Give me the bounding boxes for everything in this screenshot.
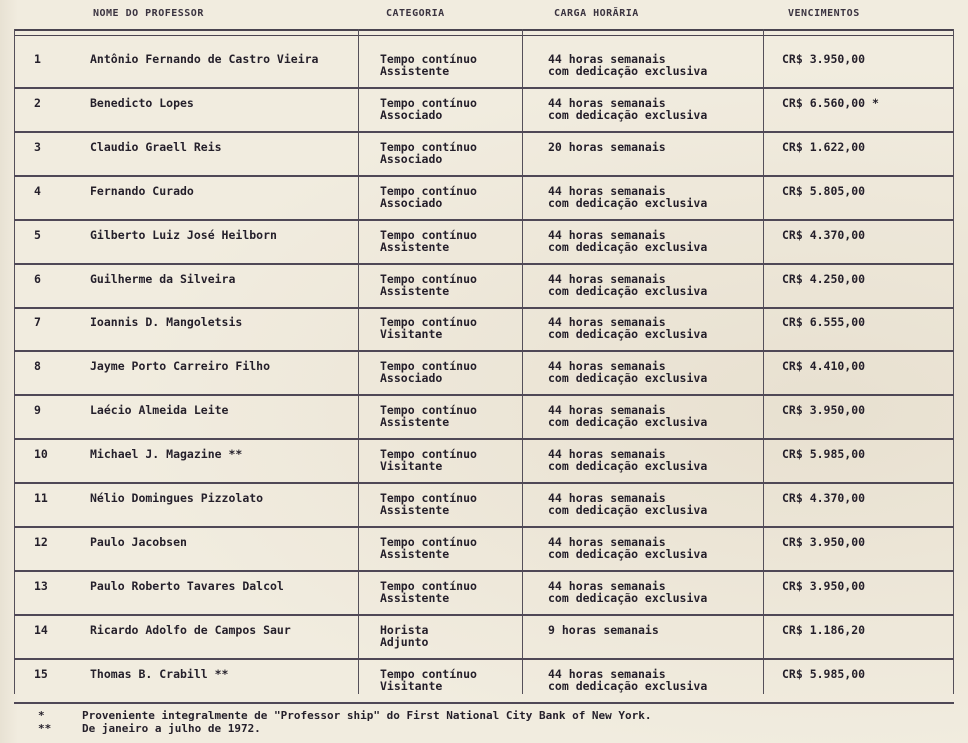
category-line-2: Visitante xyxy=(380,327,443,342)
workload-cell xyxy=(548,580,707,604)
professor-name: Claudio Graell Reis xyxy=(90,139,222,154)
category-line-1: Tempo contínuo xyxy=(380,52,477,66)
category-line-1: Tempo contínuo xyxy=(380,139,477,154)
salary-cell: CR$ 3.950,00 xyxy=(782,52,866,66)
workload-line-1: 44 horas semanais xyxy=(548,183,666,198)
category-line-2: Assistente xyxy=(380,503,450,517)
row-number: 7 xyxy=(34,315,41,330)
professor-name: Paulo Jacobsen xyxy=(90,534,187,549)
table-row xyxy=(14,440,954,484)
table-row xyxy=(14,89,954,133)
table-row xyxy=(14,45,954,89)
category-cell xyxy=(380,229,477,253)
category-cell xyxy=(380,141,477,165)
professor-name: Fernando Curado xyxy=(90,183,194,198)
header-rule-top xyxy=(14,29,954,31)
table-row xyxy=(14,133,954,177)
workload-line-2: com dedicação exclusiva xyxy=(548,283,708,298)
salary-cell: CR$ 5.985,00 xyxy=(782,666,866,681)
category-line-1: Tempo contínuo xyxy=(380,183,477,198)
category-line-2: Assistente xyxy=(380,239,450,254)
professor-name: Guilherme da Silveira xyxy=(90,271,236,286)
salary-cell: CR$ 4.250,00 xyxy=(782,271,866,286)
salary-cell: CR$ 5.985,00 xyxy=(782,447,866,462)
professor-name: Thomas B. Crabill ** xyxy=(90,666,229,681)
workload-line-1: 44 horas semanais xyxy=(548,491,666,505)
workload-cell xyxy=(548,404,707,428)
salary-cell: CR$ 4.370,00 xyxy=(782,491,866,505)
workload-cell xyxy=(548,273,707,297)
category-cell xyxy=(380,185,477,209)
professor-name: Laécio Almeida Leite xyxy=(90,403,229,418)
workload-line-2: com dedicação exclusiva xyxy=(548,195,708,210)
professor-name: Nélio Domingues Pizzolato xyxy=(90,491,264,505)
category-line-1: Tempo contínuo xyxy=(380,315,477,330)
category-line-2: Assistente xyxy=(380,415,450,430)
category-cell xyxy=(380,404,477,428)
row-divider xyxy=(14,702,954,704)
row-number: 11 xyxy=(34,491,48,505)
category-cell xyxy=(380,360,477,384)
table-row xyxy=(14,221,954,265)
category-line-2: Assistente xyxy=(380,546,450,561)
workload-cell xyxy=(548,448,707,472)
workload-line-2: com dedicação exclusiva xyxy=(548,327,708,342)
category-cell xyxy=(380,273,477,297)
professor-name: Paulo Roberto Tavares Dalcol xyxy=(90,578,284,593)
category-line-1: Tempo contínuo xyxy=(380,447,477,462)
workload-line-1: 44 horas semanais xyxy=(548,578,666,593)
category-cell xyxy=(380,624,428,648)
workload-line-2: com dedicação exclusiva xyxy=(548,590,708,605)
category-line-1: Tempo contínuo xyxy=(380,227,477,242)
row-number: 9 xyxy=(34,403,41,418)
table-row xyxy=(14,528,954,572)
category-line-1: Tempo contínuo xyxy=(380,666,477,681)
row-number: 15 xyxy=(34,666,48,681)
row-number: 14 xyxy=(34,622,48,637)
workload-line-1: 44 horas semanais xyxy=(548,359,666,374)
workload-line-2: com dedicação exclusiva xyxy=(548,678,708,693)
professor-name: Jayme Porto Carreiro Filho xyxy=(90,359,271,374)
row-number: 13 xyxy=(34,578,48,593)
category-line-1: Tempo contínuo xyxy=(380,534,477,549)
salary-cell: CR$ 1.186,20 xyxy=(782,622,866,637)
workload-line-2: com dedicação exclusiva xyxy=(548,503,708,517)
workload-cell xyxy=(548,229,707,253)
category-line-2: Visitante xyxy=(380,459,443,474)
header-name: NOME DO PROFESSOR xyxy=(93,8,204,19)
workload-line-2: com dedicação exclusiva xyxy=(548,239,708,254)
category-line-1: Tempo contínuo xyxy=(380,403,477,418)
row-number: 12 xyxy=(34,534,48,549)
workload-line-2: com dedicação exclusiva xyxy=(548,459,708,474)
category-cell xyxy=(380,668,477,692)
workload-line-2: com dedicação exclusiva xyxy=(548,64,708,78)
category-cell xyxy=(380,97,477,121)
category-line-1: Tempo contínuo xyxy=(380,271,477,286)
row-number: 10 xyxy=(34,447,48,462)
category-cell xyxy=(380,448,477,472)
professor-name: Ioannis D. Mangoletsis xyxy=(90,315,243,330)
table-row xyxy=(14,177,954,221)
workload-cell xyxy=(548,141,666,153)
category-line-1: Tempo contínuo xyxy=(380,95,477,110)
category-line-2: Associado xyxy=(380,107,443,122)
category-line-1: Tempo contínuo xyxy=(380,578,477,593)
workload-line-1: 44 horas semanais xyxy=(548,271,666,286)
workload-line-1: 44 horas semanais xyxy=(548,227,666,242)
workload-line-1: 44 horas semanais xyxy=(548,534,666,549)
table-row xyxy=(14,308,954,352)
workload-cell xyxy=(548,624,659,636)
row-number: 8 xyxy=(34,359,41,374)
table-row xyxy=(14,616,954,660)
footnote-1: * Proveniente integralmente de "Professor ship" do First National City Bank of New York. xyxy=(38,709,652,722)
workload-cell xyxy=(548,536,707,560)
workload-line-2: com dedicação exclusiva xyxy=(548,546,708,561)
workload-line-1: 44 horas semanais xyxy=(548,403,666,418)
row-number: 1 xyxy=(34,52,41,66)
table-row xyxy=(14,352,954,396)
category-line-2: Associado xyxy=(380,151,443,166)
category-cell xyxy=(380,316,477,340)
workload-line-1: 44 horas semanais xyxy=(548,52,666,66)
workload-cell xyxy=(548,53,707,77)
professor-name: Antônio Fernando de Castro Vieira xyxy=(90,52,319,66)
row-number: 3 xyxy=(34,139,41,154)
header-salary: VENCIMENTOS xyxy=(788,8,860,19)
professor-name: Benedicto Lopes xyxy=(90,95,194,110)
row-number: 5 xyxy=(34,227,41,242)
workload-line-1: 20 horas semanais xyxy=(548,139,666,154)
professor-name: Michael J. Magazine ** xyxy=(90,447,243,462)
footnote-2: ** De janeiro a julho de 1972. xyxy=(38,722,261,735)
salary-cell: CR$ 3.950,00 xyxy=(782,534,866,549)
workload-cell xyxy=(548,185,707,209)
salary-cell: CR$ 4.410,00 xyxy=(782,359,866,374)
category-line-1: Tempo contínuo xyxy=(380,359,477,374)
category-cell xyxy=(380,536,477,560)
category-line-1: Horista xyxy=(380,622,429,637)
salary-cell: CR$ 3.950,00 xyxy=(782,403,866,418)
category-line-2: Assistente xyxy=(380,64,450,78)
workload-line-1: 44 horas semanais xyxy=(548,315,666,330)
workload-line-2: com dedicação exclusiva xyxy=(548,107,708,122)
workload-line-1: 44 horas semanais xyxy=(548,95,666,110)
table-row xyxy=(14,484,954,528)
salary-cell: CR$ 6.555,00 xyxy=(782,315,866,330)
table-row xyxy=(14,396,954,440)
row-number: 2 xyxy=(34,95,41,110)
salary-cell: CR$ 5.805,00 xyxy=(782,183,866,198)
category-line-2: Assistente xyxy=(380,590,450,605)
category-line-2: Adjunto xyxy=(380,634,429,649)
category-line-2: Associado xyxy=(380,195,443,210)
workload-cell xyxy=(548,668,707,692)
category-line-2: Visitante xyxy=(380,678,443,693)
salary-cell: CR$ 6.560,00 * xyxy=(782,95,879,110)
professor-name: Ricardo Adolfo de Campos Saur xyxy=(90,622,291,637)
professor-name: Gilberto Luiz José Heilborn xyxy=(90,227,277,242)
category-line-2: Assistente xyxy=(380,283,450,298)
workload-cell xyxy=(548,316,707,340)
category-cell xyxy=(380,492,477,516)
salary-cell: CR$ 3.950,00 xyxy=(782,578,866,593)
category-line-2: Associado xyxy=(380,371,443,386)
workload-line-2: com dedicação exclusiva xyxy=(548,415,708,430)
workload-cell xyxy=(548,492,707,516)
row-number: 4 xyxy=(34,183,41,198)
workload-cell xyxy=(548,360,707,384)
header-rule-bottom xyxy=(14,35,954,36)
header-category: CATEGORIA xyxy=(386,8,445,19)
table-row xyxy=(14,572,954,616)
row-number: 6 xyxy=(34,271,41,286)
workload-line-1: 9 horas semanais xyxy=(548,622,659,637)
workload-line-2: com dedicação exclusiva xyxy=(548,371,708,386)
category-line-1: Tempo contínuo xyxy=(380,491,477,505)
salary-cell: CR$ 1.622,00 xyxy=(782,139,866,154)
category-cell xyxy=(380,580,477,604)
table-row xyxy=(14,660,954,704)
salary-cell: CR$ 4.370,00 xyxy=(782,227,866,242)
workload-line-1: 44 horas semanais xyxy=(548,666,666,681)
header-load: CARGA HORÃRIA xyxy=(554,8,639,19)
table-row xyxy=(14,265,954,309)
workload-line-1: 44 horas semanais xyxy=(548,447,666,462)
category-cell xyxy=(380,53,477,77)
workload-cell xyxy=(548,97,707,121)
